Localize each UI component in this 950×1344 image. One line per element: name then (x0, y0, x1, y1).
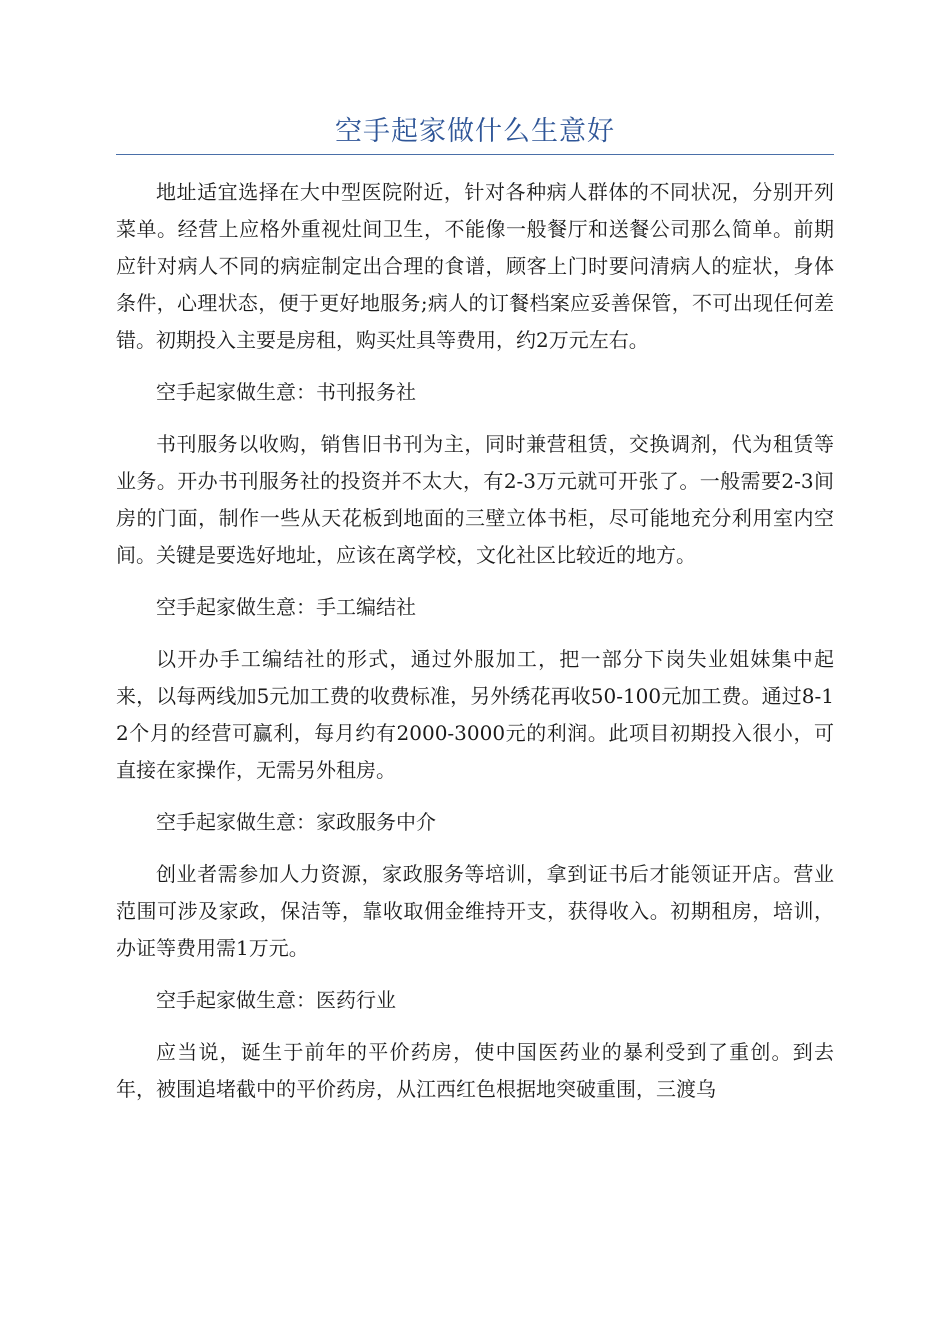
section-heading-knitting: 空手起家做生意：手工编结社 (156, 595, 416, 619)
paragraph-bookstore: 书刊服务以收购，销售旧书刊为主，同时兼营租赁，交换调剂，代为租赁等业务。开办书刊服务社的投资并不太大，有2-3万元就可开张了。一般需要2-3间房的门面，制作一些从天花板到地面的三壁立体书柜，尽可能地充分利用室内空间。关键是要选好地址，应该在离学校，文化社区比较近的地方。 (116, 432, 834, 567)
paragraph-knitting: 以开办手工编结社的形式，通过外服加工，把一部分下岗失业姐妹集中起来，以每两线加5元加工费的收费标准，另外绣花再收50-100元加工费。通过8-12个月的经营可赢利，每月约有2000-3000元的利润。此项目初期投入很小，可直接在家操作，无需另外租房。 (116, 647, 834, 782)
section-heading-bookstore: 空手起家做生意：书刊报务社 (156, 380, 416, 404)
paragraph-pharma: 应当说，诞生于前年的平价药房，使中国医药业的暴利受到了重创。到去年，被围追堵截中的平价药房，从江西红色根据地突破重围，三渡乌 (116, 1040, 834, 1101)
section-heading-housekeeping: 空手起家做生意：家政服务中介 (156, 810, 436, 834)
paragraph-hospital-meals: 地址适宜选择在大中型医院附近，针对各种病人群体的不同状况，分别开列菜单。经营上应格外重视灶间卫生，不能像一般餐厅和送餐公司那么简单。前期应针对病人不同的病症制定出合理的食谱，顾客上门时要问清病人的症状，身体条件，心理状态，便于更好地服务;病人的订餐档案应妥善保管，不可出现任何差错。初期投入主要是房租，购买灶具等费用，约2万元左右。 (116, 180, 834, 352)
section-heading-pharma: 空手起家做生意：医药行业 (156, 988, 396, 1012)
title-underline (116, 154, 834, 155)
document-title: 空手起家做什么生意好 (335, 116, 615, 147)
document-body (116, 174, 834, 1123)
paragraph-housekeeping: 创业者需参加人力资源，家政服务等培训，拿到证书后才能领证开店。营业范围可涉及家政，保洁等，靠收取佣金维持开支，获得收入。初期租房，培训，办证等费用需1万元。 (116, 862, 834, 960)
